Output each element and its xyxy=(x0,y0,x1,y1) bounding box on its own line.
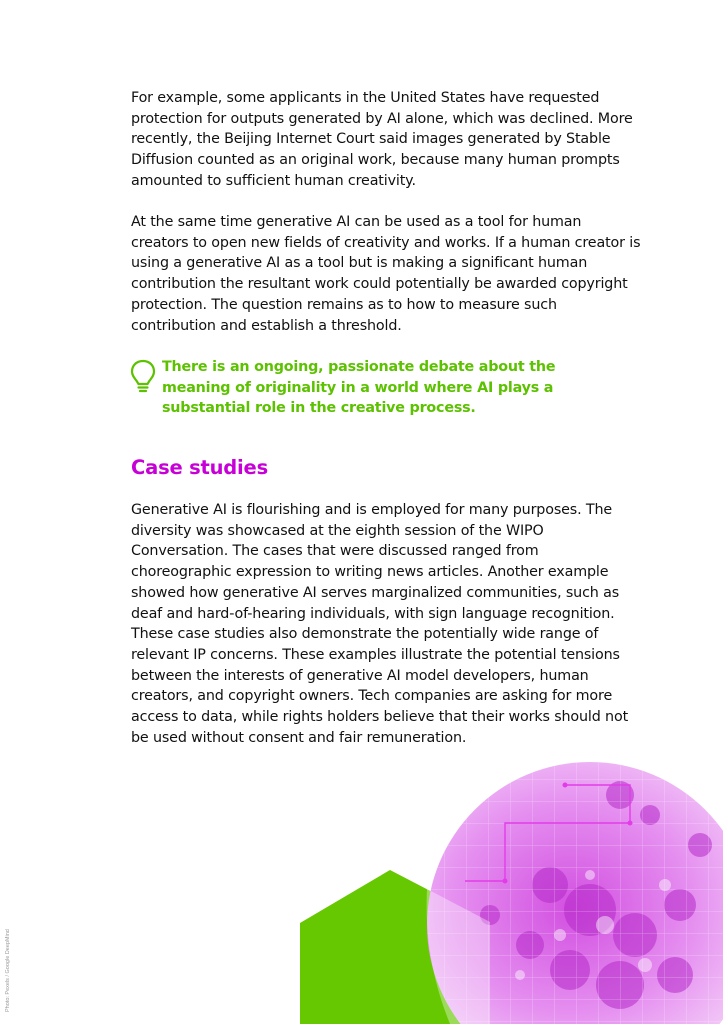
lightbulb-icon xyxy=(130,359,156,393)
photo-credit: Photo: Pexels / Google DeepMind xyxy=(5,929,11,1012)
paragraph-intro: For example, some applicants in the United States have requested protection for outputs generated by AI alone, which was declined. More recently, the Beijing Internet Court said images generated by Stable Diffusion counted as an original work, because many human prompts amounted to sufficient human creativity. xyxy=(131,90,633,189)
paragraph-case-studies: Generative AI is flourishing and is employed for many purposes. The diversity was showcased at the eighth session of the WIPO Conversation. The cases that were discussed ranged from choreographic expression to writing news articles. Another example showed how generative AI serves marginalized communities, such as deaf and hard-of-hearing individuals, with sign language recognition. These case studies also demonstrate the potentially wide range of relevant IP concerns. These examples illustrate the potential tensions between the interests of generative AI model developers, human creators, and copyright owners. Tech companies are asking for more access to data, while rights holders believe that their works should not be used without consent and fair remuneration. xyxy=(131,502,629,746)
decorative-graphic xyxy=(290,735,723,1024)
callout-text: There is an ongoing, passionate debate about the meaning of originality in a world where AI plays a substantial role in the creative process. xyxy=(162,359,556,417)
paragraph-generative-tool: At the same time generative AI can be used as a tool for human creators to open new fields of creativity and works. If a human creator is using a generative AI as a tool but is making a significant human contribution the resultant work could potentially be awarded copyright protection. The question remains as to how to measure such contribution and establish a threshold. xyxy=(131,214,641,334)
section-heading: Case studies xyxy=(131,456,268,479)
